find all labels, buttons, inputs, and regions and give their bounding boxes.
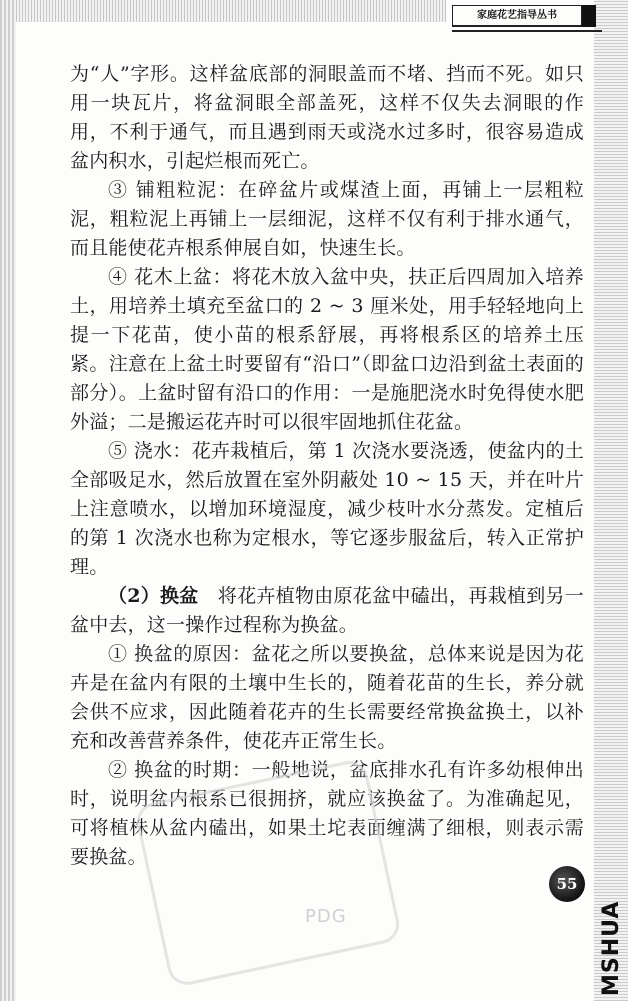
header-rule [452,30,602,32]
scan-left-edge [0,0,16,1001]
paragraph-repot-timing: ② 换盆的时期：一般地说，盆底排水孔有许多幼根伸出时，说明盆内根系已很拥挤，就应该换盆了。为准确起见，可将植株从盆内磕出，如果土坨表面缠满了细根，则表示需要换盆。 [70,759,584,868]
series-title-header: 家庭花艺指导丛书 [452,5,582,27]
paragraph-continuation: 为“人”字形。这样盆底部的洞眼盖而不堵、挡而不死。如只用一块瓦片，将盆洞眼全部盖死，这样不仅失去洞眼的作用，不利于通气，而且遇到雨天或浇水过多时，很容易造成盆内积水，引起烂根而死亡。 [70,63,584,172]
section-title: （2）换盆 [108,585,199,607]
scan-top-noise [16,0,446,22]
header-black-block [582,5,596,27]
paragraph-step-5: ⑤ 浇水：花卉栽植后，第 1 次浇水要浇透，使盆内的土全部吸足水，然后放置在室外阴蔽处 10 ~ 15 天，并在叶片上注意喷水，以增加环境湿度，减少枝叶水分蒸发。定植后的第 1 次浇水也称为定根水，等它逐步服盆后，转入正常护理。 [70,440,584,578]
section-text: 将花卉植物由原花盆中磕出，再栽植到另一盆中去，这一操作过程称为换盆。 [70,585,584,636]
side-mark-text: MSHUA [599,900,624,996]
page-number: 55 [556,875,578,893]
scan-right-edge [594,0,628,1001]
paragraph-step-4: ④ 花木上盆：将花木放入盆中央，扶正后四周加入培养土，用培养土填充至盆口的 2 ~ 3 厘米处，用手轻轻地向上提一下花苗，使小苗的根系舒展，再将根系区的培养土压紧。注意在上盆土时要留有“沿口”（即盆口边沿到盆土表面的部分）。上盆时留有沿口的作用：一是施肥浇水时免得使水肥外溢；二是搬运花卉时可以很牢固地抓住花盆。 [70,266,584,433]
paragraph-step-3: ③ 铺粗粒泥：在碎盆片或煤渣上面，再铺上一层粗粒泥，粗粒泥上再铺上一层细泥，这样不仅有利于排水通气，而且能使花卉根系伸展自如，快速生长。 [70,179,584,259]
paragraph-repot-reason: ① 换盆的原因：盆花之所以要换盆，总体来说是因为花卉是在盆内有限的土壤中生长的，随着花苗的生长，养分就会供不应求，因此随着花卉的生长需要经常换盆换土，以补充和改善营养条件，使花卉正常生长。 [70,643,584,752]
body-text [70,60,584,872]
side-mark-vertical [597,880,625,998]
watermark-pdg: PDG [305,906,347,927]
paragraph-section-repot [70,582,584,640]
